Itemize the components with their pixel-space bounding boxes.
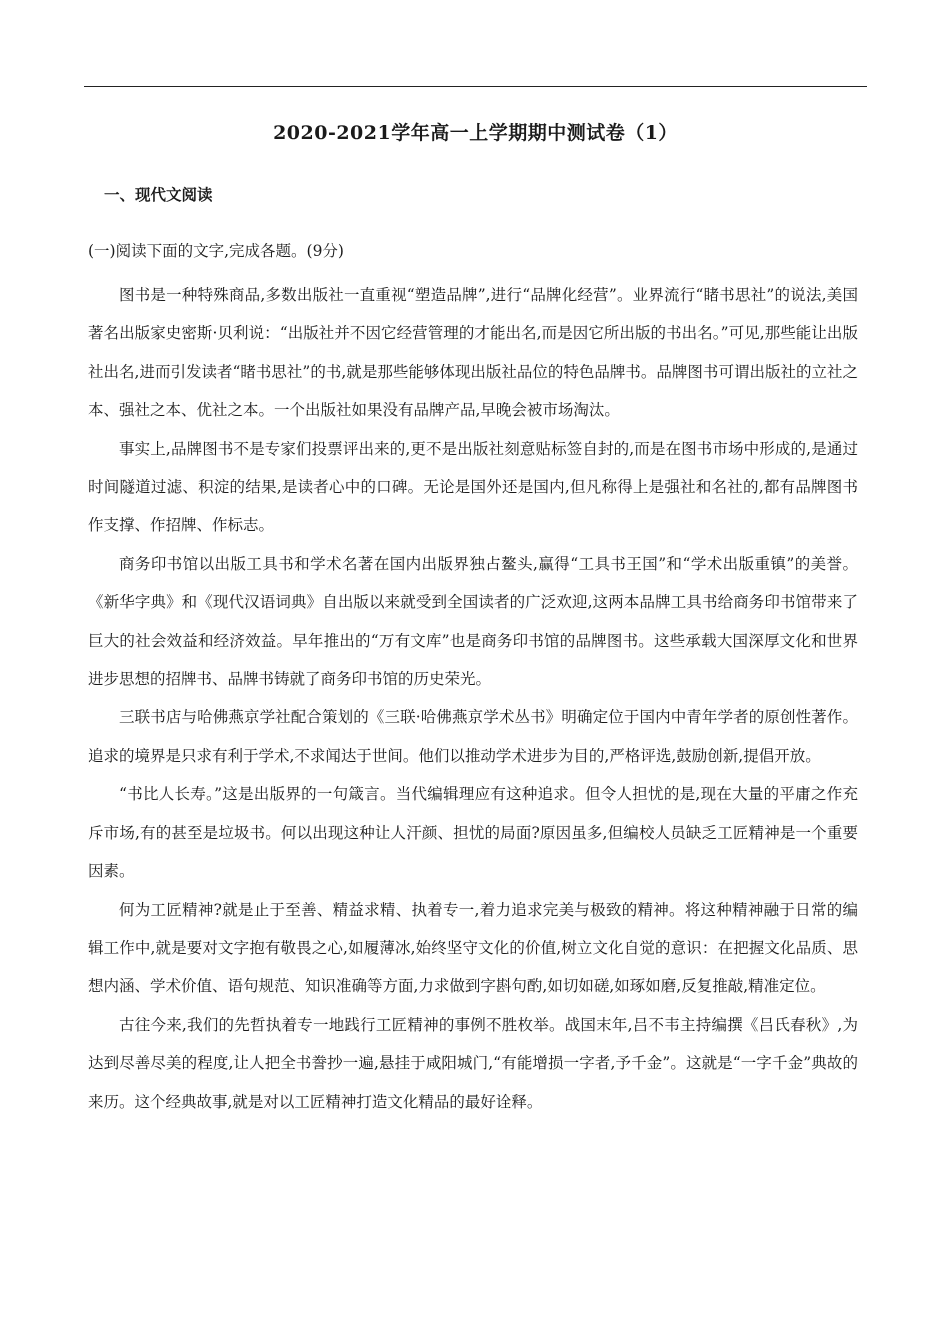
- passage-paragraph: 图书是一种特殊商品,多数出版社一直重视“塑造品牌”,进行“品牌化经营”。业界流行“睹书思社”的说法,美国著名出版家史密斯·贝利说：“出版社并不因它经营管理的才能出名,而是因它所出版的书出名。”可见,那些能让出版社出名,进而引发读者“睹书思社”的书,就是那些能够体现出版社品位的特色品牌书。品牌图书可谓出版社的立社之本、强社之本、优社之本。一个出版社如果没有品牌产品,早晚会被市场淘汰。: [88, 286, 858, 420]
- passage-paragraph: 事实上,品牌图书不是专家们投票评出来的,更不是出版社刻意贴标签自封的,而是在图书市场中形成的,是通过时间隧道过滤、积淀的结果,是读者心中的口碑。无论是国外还是国内,但凡称得上是强社和名社的,都有品牌图书作支撑、作招牌、作标志。: [88, 439, 858, 535]
- header-rule: [84, 86, 867, 87]
- section-heading: 一、现代文阅读: [104, 185, 213, 204]
- passage-paragraph: 商务印书馆以出版工具书和学术名著在国内出版界独占鳌头,赢得“工具书王国”和“学术出版重镇”的美誉。《新华字典》和《现代汉语词典》自出版以来就受到全国读者的广泛欢迎,这两本品牌工具书给商务印书馆带来了巨大的社会效益和经济效益。早年推出的“万有文库”也是商务印书馆的品牌图书。这些承载大国深厚文化和世界进步思想的招牌书、品牌书铸就了商务印书馆的历史荣光。: [88, 554, 858, 689]
- passage-paragraph: “书比人长寿。”这是出版界的一句箴言。当代编辑理应有这种追求。但令人担忧的是,现在大量的平庸之作充斥市场,有的甚至是垃圾书。何以出现这种让人汗颜、担忧的局面?原因虽多,但编校人员缺乏工匠精神是一个重要因素。: [88, 785, 858, 881]
- document-title: 2020-2021学年高一上学期期中测试卷（1）: [273, 122, 678, 144]
- passage-paragraph: 三联书店与哈佛燕京学社配合策划的《三联·哈佛燕京学术丛书》明确定位于国内中青年学者的原创性著作。追求的境界是只求有利于学术,不求闻达于世间。他们以推动学术进步为目的,严格评选,鼓励创新,提倡开放。: [88, 708, 858, 765]
- reading-passage: [88, 276, 858, 1121]
- passage-paragraph: 古往今来,我们的先哲执着专一地践行工匠精神的事例不胜枚举。战国末年,吕不韦主持编撰《吕氏春秋》,为达到尽善尽美的程度,让人把全书誊抄一遍,悬挂于咸阳城门,“有能增损一字者,予千金”。这就是“一字千金”典故的来历。这个经典故事,就是对以工匠精神打造文化精品的最好诠释。: [88, 1015, 858, 1111]
- question-intro: (一)阅读下面的文字,完成各题。(9分): [88, 242, 344, 260]
- passage-paragraph: 何为工匠精神?就是止于至善、精益求精、执着专一,着力追求完美与极致的精神。将这种精神融于日常的编辑工作中,就是要对文字抱有敬畏之心,如履薄冰,始终坚守文化的价值,树立文化自觉的意识：在把握文化品质、思想内涵、学术价值、语句规范、知识准确等方面,力求做到字斟句酌,如切如磋,如琢如磨,反复推敲,精准定位。: [88, 900, 858, 996]
